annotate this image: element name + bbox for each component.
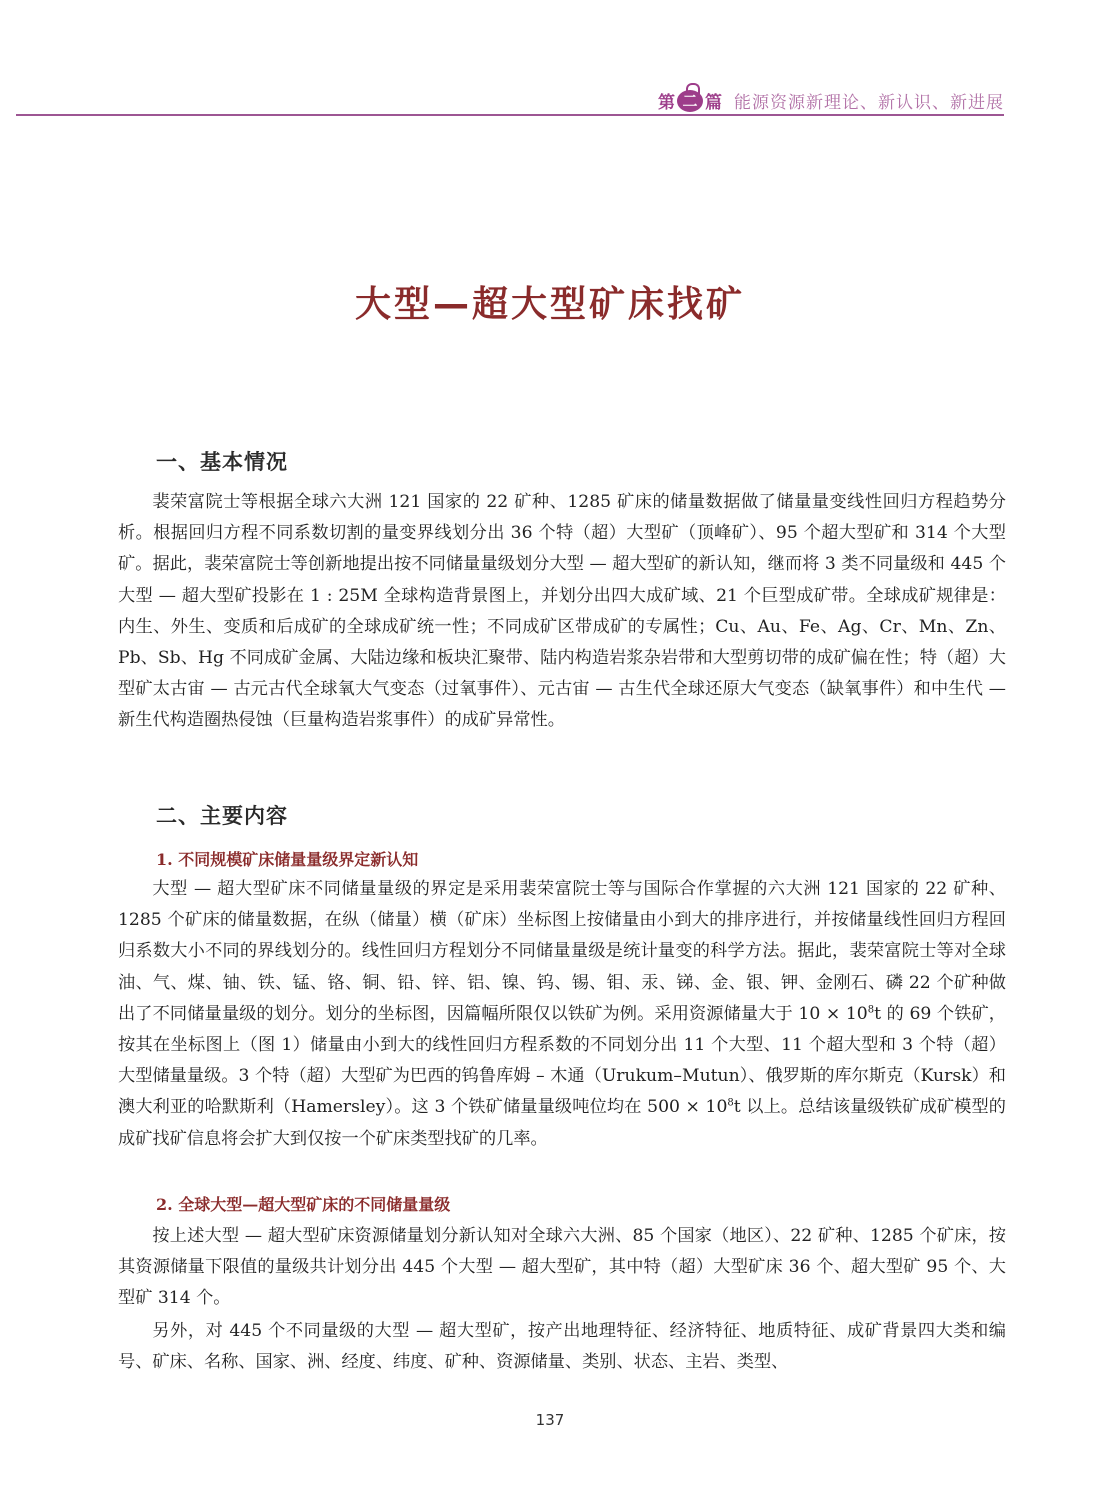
subsection1-text-b: t 的 69 个铁矿，按其在坐标图上（图 1）储量由小到大的线性回归方程系数的不同划分出 11 个大型、11 个超大型和 3 个特（超）大型储量量级。3 个特（超）大型矿为巴西的钨鲁库姆 – 木通（Urukum–Mutun）、俄罗斯的库尔斯克（Kursk）和澳大利亚的哈默斯利（Hamersley）。这 3 个铁矿储量量级吨位均在 500 × 10: [118, 1003, 1006, 1118]
page-number: 137: [535, 1411, 565, 1429]
part-prefix: 第: [658, 93, 675, 113]
subsection2-paragraph-2: 另外，对 445 个不同量级的大型 — 超大型矿，按产出地理特征、经济特征、地质特征、成矿背景四大类和编号、矿床、名称、国家、洲、经度、纬度、矿种、资源储量、类别、状态、主岩、类型、: [118, 1321, 1006, 1373]
part-suffix: 篇: [705, 93, 722, 113]
part-number-badge: 二: [677, 90, 703, 112]
page-title: 大型—超大型矿床找矿: [354, 284, 745, 325]
subsection2-paragraph-1: 按上述大型 — 超大型矿床资源储量划分新认知对全球六大洲、85 个国家（地区）、22 矿种、1285 个矿床，按其资源储量下限值的量级共计划分出 445 个大型 — 超大型矿，其中特（超）大型矿床 36 个、超大型矿 95 个、大型矿 314 个。: [118, 1226, 1006, 1309]
subsection1-text-a: 大型 — 超大型矿床不同储量量级的界定是采用裴荣富院士等与国际合作掌握的六大洲 121 国家的 22 矿种、1285 个矿床的储量数据，在纵（储量）横（矿床）坐标图上按储量由小到大的排序进行，并按储量线性回归方程回归系数大小不同的界线划分的。线性回归方程划分不同储量量级是统计量变的科学方法。据此，裴荣富院士等对全球油、气、煤、铀、铁、锰、铬、铜、铅、锌、铝、镍、钨、锡、钼、汞、锑、金、银、钾、金刚石、磷 22 个矿种做出了不同储量量级的划分。划分的坐标图，因篇幅所限仅以铁矿为例。采用资源储量大于 10 × 10: [118, 879, 1006, 1024]
header-divider: [16, 114, 1004, 116]
section-heading-1: 一、基本情况: [156, 450, 288, 474]
section1-paragraph: 裴荣富院士等根据全球六大洲 121 国家的 22 矿种、1285 矿床的储量数据做了储量量变线性回归方程趋势分析。根据回归方程不同系数切割的量变界线划分出 36 个特（超）大型矿（顶峰矿）、95 个超大型矿和 314 个大型矿。据此，裴荣富院士等创新地提出按不同储量量级划分大型 — 超大型矿的新认知，继而将 3 类不同量级和 445 个大型 — 超大型矿投影在 1 : 25M 全球构造背景图上，并划分出四大成矿域、21 个巨型成矿带。全球成矿规律是：内生、外生、变质和后成矿的全球成矿统一性；不同成矿区带成矿的专属性；Cu、Au、Fe、Ag、Cr、Mn、Zn、Pb、Sb、Hg 不同成矿金属、大陆边缘和板块汇聚带、陆内构造岩浆杂岩带和大型剪切带的成矿偏在性；特（超）大型矿太古宙 — 古元古代全球氧大气变态（过氧事件）、元古宙 — 古生代全球还原大气变态（缺氧事件）和中生代 — 新生代构造圈热侵蚀（巨量构造岩浆事件）的成矿异常性。: [118, 492, 1006, 731]
exponent-1: 8: [867, 1004, 875, 1016]
subsection-heading-2: 2. 全球大型—超大型矿床的不同储量量级: [156, 1195, 451, 1214]
header-subtitle: 能源资源新理论、新认识、新进展: [734, 93, 1004, 113]
page-header: [0, 0, 1100, 130]
exponent-2: 8: [727, 1097, 734, 1109]
running-header: [658, 88, 1004, 113]
subsection1-text-c: t 以上。总结该量级铁矿成矿模型的成矿找矿信息将会扩大到仅按一个矿床类型找矿的几率。: [118, 1097, 1006, 1149]
section-heading-2: 二、主要内容: [156, 804, 288, 828]
subsection1-paragraph: [118, 874, 1006, 1155]
subsection-heading-1: 1. 不同规模矿床储量量级界定新认知: [156, 850, 419, 869]
